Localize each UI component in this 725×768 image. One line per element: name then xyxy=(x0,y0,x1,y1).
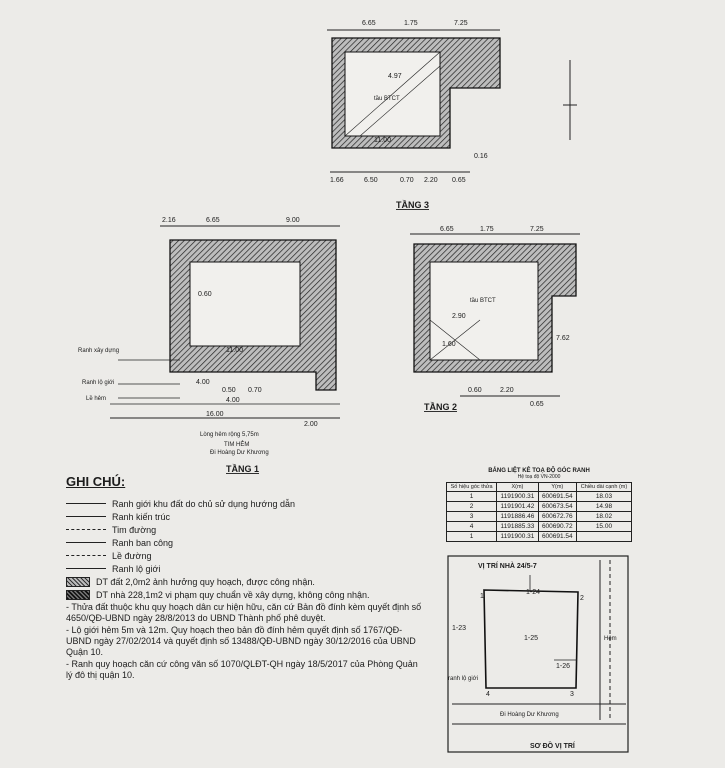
f3-dim-inner-1: 11.00 xyxy=(374,137,391,144)
coordinate-table xyxy=(446,468,632,542)
table-header: X(m) xyxy=(497,483,539,492)
f1-dim-inner-2: 0.60 xyxy=(198,291,212,298)
legend-list xyxy=(66,497,426,575)
f1-dim-bottom-2: 0.50 xyxy=(222,387,236,394)
f3-dim-bottom-2: 6.50 xyxy=(364,177,378,184)
corner-3: 3 xyxy=(570,691,574,698)
table-row xyxy=(447,522,632,532)
f1-title: TẦNG 1 xyxy=(226,464,260,474)
legend-line-icon xyxy=(66,529,106,530)
floor1-plan xyxy=(78,217,340,474)
f2-dim-inner-2: 1.60 xyxy=(442,341,456,348)
table-cell xyxy=(576,532,631,542)
table-cell: 1191901.42 xyxy=(497,502,539,512)
legend-item xyxy=(66,523,426,536)
f1-side-label-3: Lề hẻm xyxy=(86,396,107,402)
f3-dim-top-1: 6.65 xyxy=(362,20,376,27)
table-cell: 600691.54 xyxy=(538,492,576,502)
note-paragraph: - Thửa đất thuộc khu quy hoạch dân cư hiện hữu, căn cứ Bản đồ đính kèm quyết định số 4650/QĐ-UBND ngày 28/8/2013 do UBND Thành phố phê duyệt. xyxy=(66,602,422,623)
lot-1-24: 1-24 xyxy=(526,589,541,596)
table-cell: 600690.72 xyxy=(538,522,576,532)
f3-dim-bottom-1: 1.66 xyxy=(330,177,344,184)
coord-table-grid xyxy=(446,482,632,542)
f1-dim-top-1: 2.16 xyxy=(162,217,176,224)
table-cell: 1 xyxy=(447,492,497,502)
f2-dim-inner-1: 2.90 xyxy=(452,313,466,320)
table-header: Chiều dài cạnh (m) xyxy=(576,483,631,492)
f2-dim-inner-3: 7.62 xyxy=(556,335,570,342)
legend-item xyxy=(66,536,426,549)
location-side-street: Hẻm xyxy=(604,636,617,642)
table-row xyxy=(447,532,632,542)
location-street: Đi Hoàng Dư Khương xyxy=(500,712,559,718)
f1-dim-bottom-3: 0.70 xyxy=(248,387,262,394)
notes-title: GHI CHÚ: xyxy=(66,474,126,489)
f3-dim-bottom-3: 0.70 xyxy=(400,177,414,184)
table-cell: 600691.54 xyxy=(538,532,576,542)
f3-title: TẦNG 3 xyxy=(396,200,430,210)
hatch-swatch-icon xyxy=(66,577,90,587)
lot-1-25: 1-25 xyxy=(524,635,539,642)
table-cell: 1191900.31 xyxy=(497,492,539,502)
f2-dim-bottom-2: 2.20 xyxy=(500,387,514,394)
f3-dim-inner-3: 0.16 xyxy=(474,153,488,160)
note-paragraph: - Ranh quy hoạch căn cứ công văn số 1070/QLĐT-QH ngày 18/5/2017 của Phòng Quản lý đô thị quận 10. xyxy=(66,659,418,680)
notes-block xyxy=(66,474,426,681)
f1-dim-bottom-4: 2.00 xyxy=(304,421,318,428)
legend-line-icon xyxy=(66,503,106,504)
table-row xyxy=(447,492,632,502)
table-cell: 1191900.31 xyxy=(497,532,539,542)
table-cell: 600673.54 xyxy=(538,502,576,512)
f2-dim-top-1: 6.65 xyxy=(440,226,454,233)
location-title: VỊ TRÍ NHÀ 24/5-7 xyxy=(478,563,537,570)
hatch-swatch-icon xyxy=(66,590,90,600)
legend-item xyxy=(66,497,426,510)
f1-dim-top-3: 9.00 xyxy=(286,217,300,224)
table-cell: 14.98 xyxy=(576,502,631,512)
legend-line-icon xyxy=(66,542,106,543)
f1-street-name: Đi Hoàng Dư Khương xyxy=(210,450,269,456)
legend-label: Tim đường xyxy=(112,524,157,535)
area-item xyxy=(66,588,426,601)
f1-side-label-2: Ranh lộ giới xyxy=(82,380,115,386)
f3-dim-top-2: 1.75 xyxy=(404,20,418,27)
corner-4: 4 xyxy=(486,691,490,698)
f1-dim-bottom-1: 4.00 xyxy=(226,397,240,404)
area-label: DT đất 2,0m2 ảnh hưởng quy hoạch, được công nhận. xyxy=(96,576,315,587)
floor3-plan xyxy=(327,20,577,210)
table-header-row xyxy=(447,483,632,492)
table-cell: 18.02 xyxy=(576,512,631,522)
f1-dim-inner-3: 4.00 xyxy=(196,379,210,386)
table-header: Số hiệu góc thửa xyxy=(447,483,497,492)
location-caption: SƠ ĐỒ VỊ TRÍ xyxy=(530,743,575,750)
f2-dim-bottom-1: 0.60 xyxy=(468,387,482,394)
f3-room-label: tầu BTCT xyxy=(374,96,400,102)
corner-2: 2 xyxy=(580,595,584,602)
table-cell: 1191885.33 xyxy=(497,522,539,532)
table-cell: 18.03 xyxy=(576,492,631,502)
f2-dim-bottom-3: 0.65 xyxy=(530,401,544,408)
legend-item xyxy=(66,549,426,562)
f3-dim-top-3: 7.25 xyxy=(454,20,468,27)
legend-line-icon xyxy=(66,555,106,556)
note-paragraph: - Lộ giới hẻm 5m và 12m. Quy hoạch theo bản đồ đính hẻm quyết định số 1767/QĐ-UBND ngày 27/02/2014 và quyết định số 13488/QĐ-UBND ngày 30/12/2016 của UBND Quận 10. xyxy=(66,625,416,657)
coord-table-subtitle: Hệ toạ độ VN-2000 xyxy=(517,474,561,480)
f3-dim-inner-2: 4.97 xyxy=(388,73,402,80)
table-cell: 600672.76 xyxy=(538,512,576,522)
f3-dim-bottom-4: 2.20 xyxy=(424,177,438,184)
table-cell: 15.00 xyxy=(576,522,631,532)
f1-dim-bottom-5: 16.00 xyxy=(206,411,224,418)
legend-label: Ranh lộ giới xyxy=(112,563,161,574)
f2-dim-top-2: 1.75 xyxy=(480,226,494,233)
lot-1-26: 1-26 xyxy=(556,663,571,670)
table-cell: 1191886.46 xyxy=(497,512,539,522)
f1-lane-width: Lòng hẻm rộng 5,75m xyxy=(200,432,259,438)
legend-label: Ranh ban công xyxy=(112,537,174,548)
area-item xyxy=(66,575,426,588)
corner-1: 1 xyxy=(480,593,484,600)
table-row xyxy=(447,502,632,512)
location-side-label: ranh lộ giới xyxy=(448,676,478,682)
coord-table-title: BẢNG LIỆT KÊ TOẠ ĐỘ GÓC RANH xyxy=(488,468,590,474)
legend-line-icon xyxy=(66,516,106,517)
table-header: Y(m) xyxy=(538,483,576,492)
legend-line-icon xyxy=(66,568,106,569)
table-row xyxy=(447,512,632,522)
location-map xyxy=(448,556,628,752)
floor2-plan xyxy=(410,226,580,412)
table-cell: 4 xyxy=(447,522,497,532)
f1-side-label-1: Ranh xây dựng xyxy=(78,348,120,354)
legend-label: Lề đường xyxy=(112,550,152,561)
f2-dim-top-3: 7.25 xyxy=(530,226,544,233)
legend-label: Ranh kiến trúc xyxy=(112,511,171,522)
f3-dim-bottom-5: 0.65 xyxy=(452,177,466,184)
legend-item xyxy=(66,510,426,523)
lot-1-23: 1-23 xyxy=(452,625,467,632)
f1-center-line: TIM HẺM xyxy=(224,442,250,448)
table-cell: 3 xyxy=(447,512,497,522)
table-cell: 1 xyxy=(447,532,497,542)
f2-room-label: tầu BTCT xyxy=(470,298,496,304)
f1-dim-top-2: 6.65 xyxy=(206,217,220,224)
legend-item xyxy=(66,562,426,575)
legend-label: Ranh giới khu đất do chủ sử dụng hướng dẫn xyxy=(112,498,295,509)
f2-title: TẦNG 2 xyxy=(424,402,458,412)
table-cell: 2 xyxy=(447,502,497,512)
area-label: DT nhà 228,1m2 vi phạm quy chuẩn về xây dựng, không công nhận. xyxy=(96,589,370,600)
f1-dim-inner-1: 11.00 xyxy=(226,347,243,354)
